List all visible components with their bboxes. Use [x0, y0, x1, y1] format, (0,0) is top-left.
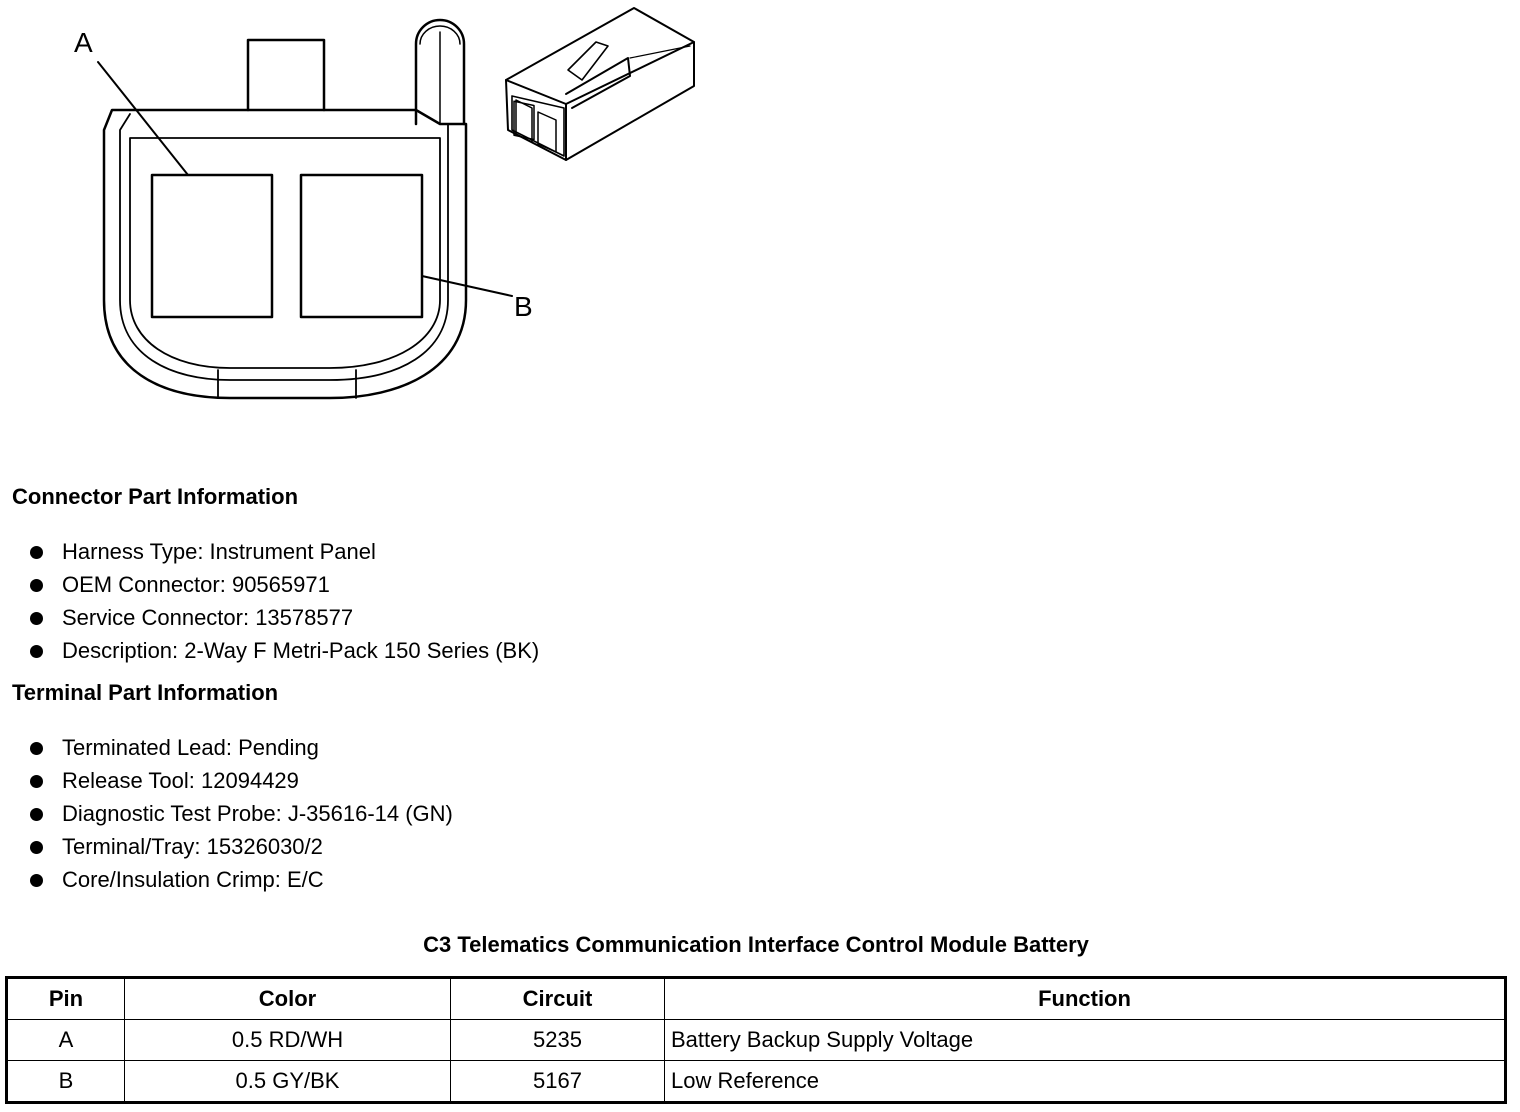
- cell-pin: A: [7, 1020, 125, 1061]
- bullet-icon: [30, 612, 43, 625]
- table-row: [7, 1061, 1506, 1103]
- callout-letter-b: B: [514, 291, 533, 322]
- cavity-b: [301, 175, 422, 317]
- bullet-icon: [30, 775, 43, 788]
- connector-face-diagram: [0, 0, 720, 420]
- bullet-icon: [30, 742, 43, 755]
- list-item: Core/Insulation Crimp: E/C: [28, 863, 453, 896]
- bullet-icon: [30, 808, 43, 821]
- cell-function: Battery Backup Supply Voltage: [665, 1020, 1506, 1061]
- bullet-icon: [30, 546, 43, 559]
- connector-part-info-list: [28, 535, 539, 667]
- column-header-color: Color: [125, 978, 451, 1020]
- pin-table-title: C3 Telematics Communication Interface Control Module Battery: [423, 932, 1089, 957]
- cell-color: 0.5 GY/BK: [125, 1061, 451, 1103]
- pin-table: [5, 976, 1507, 1104]
- list-item: OEM Connector: 90565971: [28, 568, 539, 601]
- cell-color: 0.5 RD/WH: [125, 1020, 451, 1061]
- cavity-a: [152, 175, 272, 317]
- column-header-function: Function: [665, 978, 1506, 1020]
- table-header-row: [7, 978, 1506, 1020]
- cell-circuit: 5235: [451, 1020, 665, 1061]
- connector-isometric-view: [506, 8, 694, 160]
- bullet-icon: [30, 841, 43, 854]
- cell-function: Low Reference: [665, 1061, 1506, 1103]
- bullet-icon: [30, 874, 43, 887]
- list-item: Terminated Lead: Pending: [28, 731, 453, 764]
- cell-pin: B: [7, 1061, 125, 1103]
- list-item: Terminal/Tray: 15326030/2: [28, 830, 453, 863]
- connector-part-info-heading: Connector Part Information: [12, 484, 299, 509]
- list-item: Description: 2-Way F Metri-Pack 150 Series (BK): [28, 634, 539, 667]
- list-item: Harness Type: Instrument Panel: [28, 535, 539, 568]
- list-item: Service Connector: 13578577: [28, 601, 539, 634]
- terminal-part-info-list: [28, 731, 453, 896]
- list-item: Release Tool: 12094429: [28, 764, 453, 797]
- list-item: Diagnostic Test Probe: J-35616-14 (GN): [28, 797, 453, 830]
- bullet-icon: [30, 579, 43, 592]
- table-row: [7, 1020, 1506, 1061]
- terminal-part-info-heading: Terminal Part Information: [12, 680, 279, 705]
- bullet-icon: [30, 645, 43, 658]
- cell-circuit: 5167: [451, 1061, 665, 1103]
- callout-letter-a: A: [74, 27, 93, 58]
- column-header-pin: Pin: [7, 978, 125, 1020]
- column-header-circuit: Circuit: [451, 978, 665, 1020]
